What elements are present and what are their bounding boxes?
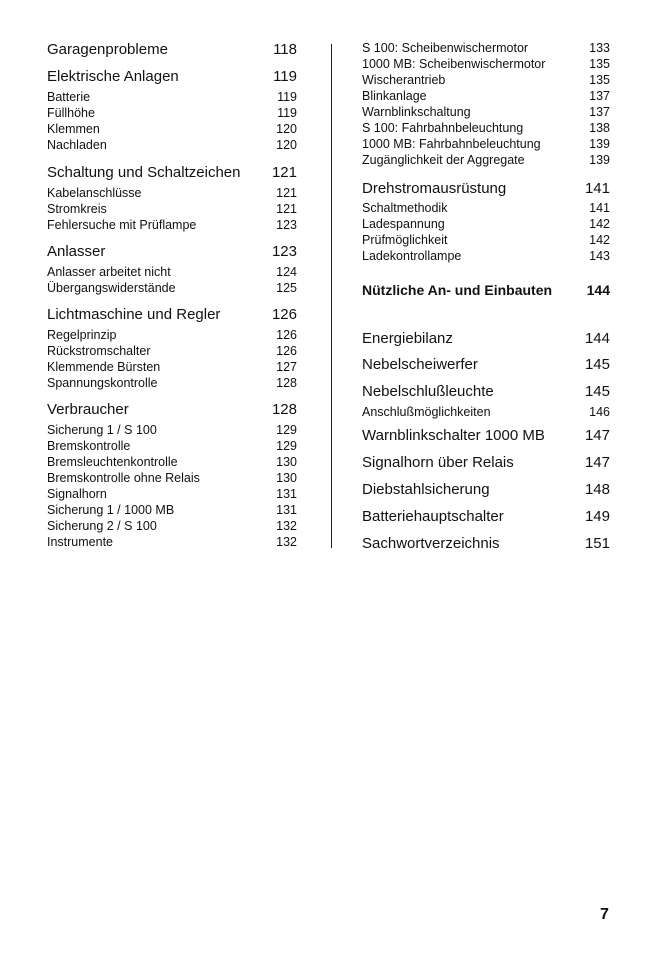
toc-entry-title: Schaltung und Schaltzeichen	[47, 164, 241, 181]
toc-entry-title: Drehstromausrüstung	[362, 180, 507, 197]
toc-entry	[362, 72, 610, 88]
toc-entry-page: 145	[584, 356, 610, 373]
toc-entry-title: Sicherung 2 / S 100	[47, 519, 157, 533]
toc-entry-title: Blinkanlage	[362, 89, 427, 103]
toc-entry-page: 128	[276, 376, 297, 390]
toc-entry	[47, 375, 297, 391]
toc-entry	[362, 152, 610, 168]
toc-entry-title: Elektrische Anlagen	[47, 68, 179, 85]
toc-entry	[47, 343, 297, 359]
toc-entry-title: Füllhöhe	[47, 106, 95, 120]
toc-entry-title: Ladekontrollampe	[362, 249, 462, 263]
toc-entry	[47, 400, 297, 420]
toc-entry	[362, 280, 610, 300]
toc-entry	[47, 201, 297, 217]
toc-entry	[47, 422, 297, 438]
toc-entry-page: 124	[276, 265, 297, 279]
toc-entry-title: 1000 MB: Fahrbahnbeleuchtung	[362, 137, 541, 151]
toc-entry-title: Nachladen	[47, 138, 107, 152]
toc-entry-page: 120	[276, 138, 297, 152]
toc-entry-title: Batterie	[47, 90, 91, 104]
toc-entry	[47, 137, 297, 153]
toc-entry-page: 131	[276, 487, 297, 501]
toc-entry	[47, 242, 297, 262]
toc-entry-page: 119	[277, 106, 297, 120]
toc-entry	[47, 105, 297, 121]
toc-entry	[47, 121, 297, 137]
toc-entry-title: Bremsleuchtenkontrolle	[47, 455, 178, 469]
toc-entry	[47, 327, 297, 343]
toc-entry-page: 133	[589, 41, 610, 55]
toc-entry-title: Nützliche An- und Einbauten	[362, 282, 553, 298]
toc-entry	[362, 404, 610, 420]
column-divider	[331, 44, 332, 548]
toc-entry	[47, 217, 297, 233]
toc-entry-page: 118	[273, 41, 297, 58]
toc-entry	[47, 534, 297, 550]
toc-entry	[47, 502, 297, 518]
toc-entry-title: Übergangswiderstände	[47, 281, 176, 295]
toc-entry	[47, 280, 297, 296]
toc-entry-title: Signalhorn	[47, 487, 107, 501]
toc-entry-title: Anlasser arbeitet nicht	[47, 265, 171, 279]
toc-entry-title: Kabelanschlüsse	[47, 186, 142, 200]
toc-entry-page: 129	[276, 439, 297, 453]
toc-entry-title: Sicherung 1 / S 100	[47, 423, 157, 437]
toc-entry-page: 141	[589, 201, 610, 215]
page-number: 7	[600, 906, 609, 923]
toc-entry	[47, 264, 297, 280]
toc-entry	[362, 534, 610, 554]
toc-entry-page: 132	[276, 535, 297, 549]
toc-entry	[362, 382, 610, 402]
toc-entry-title: Garagenprobleme	[47, 41, 168, 58]
toc-entry-page: 143	[589, 249, 610, 263]
toc-entry	[47, 163, 297, 183]
toc-entry-title: Nebelschlußleuchte	[362, 383, 494, 400]
toc-entry-title: Stromkreis	[47, 202, 107, 216]
toc-entry-title: S 100: Fahrbahnbeleuchtung	[362, 121, 524, 135]
toc-entry-page: 121	[276, 202, 297, 216]
toc-entry-page: 145	[584, 383, 610, 400]
toc-entry	[47, 518, 297, 534]
toc-entry	[362, 507, 610, 527]
toc-entry-page: 144	[584, 330, 610, 347]
toc-entry-title: Sicherung 1 / 1000 MB	[47, 503, 175, 517]
toc-entry-page: 149	[584, 508, 610, 525]
toc-entry-page: 144	[586, 282, 610, 298]
toc-entry-page: 147	[584, 454, 610, 471]
toc-entry	[362, 40, 610, 56]
toc-entry-page: 148	[584, 481, 610, 498]
toc-entry-page: 123	[276, 218, 297, 232]
toc-entry	[362, 120, 610, 136]
toc-entry-title: Lichtmaschine und Regler	[47, 306, 221, 323]
toc-entry	[362, 200, 610, 216]
toc-entry-title: Verbraucher	[47, 401, 129, 418]
toc-entry	[362, 355, 610, 375]
toc-entry-page: 151	[584, 535, 610, 552]
toc-entry-page: 121	[271, 164, 297, 181]
toc-entry	[47, 359, 297, 375]
toc-entry	[47, 40, 297, 60]
toc-entry-page: 142	[589, 217, 610, 231]
toc-entry-page: 141	[584, 180, 610, 197]
toc-entry-title: Warnblinkschaltung	[362, 105, 471, 119]
toc-entry-page: 137	[589, 89, 610, 103]
toc-entry	[362, 179, 610, 199]
toc-entry-page: 142	[589, 233, 610, 247]
toc-entry-page: 146	[589, 405, 610, 419]
toc-entry	[362, 136, 610, 152]
toc-entry	[362, 56, 610, 72]
toc-entry-title: Schaltmethodik	[362, 201, 448, 215]
toc-entry-title: Klemmen	[47, 122, 100, 136]
toc-entry	[47, 470, 297, 486]
toc-entry	[47, 438, 297, 454]
toc-entry-title: Nebelscheiwerfer	[362, 356, 478, 373]
toc-entry-title: Klemmende Bürsten	[47, 360, 161, 374]
toc-entry	[362, 480, 610, 500]
toc-entry	[47, 89, 297, 105]
toc-entry-page: 128	[271, 401, 297, 418]
toc-entry	[362, 329, 610, 349]
toc-entry-title: Diebstahlsicherung	[362, 481, 490, 498]
toc-entry-title: Signalhorn über Relais	[362, 454, 514, 471]
toc-entry-page: 127	[276, 360, 297, 374]
toc-entry	[362, 88, 610, 104]
toc-entry-page: 135	[589, 57, 610, 71]
toc-entry-title: Ladespannung	[362, 217, 445, 231]
toc-entry-page: 139	[589, 153, 610, 167]
toc-entry	[47, 486, 297, 502]
toc-entry-title: Spannungskontrolle	[47, 376, 158, 390]
toc-entry-page: 121	[276, 186, 297, 200]
toc-entry-title: 1000 MB: Scheibenwischermotor	[362, 57, 546, 71]
toc-entry-title: Bremskontrolle ohne Relais	[47, 471, 200, 485]
toc-entry-title: Bremskontrolle	[47, 439, 131, 453]
toc-entry-page: 132	[276, 519, 297, 533]
toc-entry-title: Zugänglichkeit der Aggregate	[362, 153, 525, 167]
toc-entry-page: 130	[276, 471, 297, 485]
toc-entry-page: 120	[276, 122, 297, 136]
toc-entry-page: 119	[273, 68, 297, 85]
toc-entry-page: 130	[276, 455, 297, 469]
toc-entry-page: 139	[589, 137, 610, 151]
toc-entry-title: Prüfmöglichkeit	[362, 233, 448, 247]
toc-entry	[362, 104, 610, 120]
toc-entry-page: 137	[589, 105, 610, 119]
toc-entry	[362, 232, 610, 248]
toc-entry-page: 125	[276, 281, 297, 295]
toc-entry	[362, 426, 610, 446]
toc-entry-title: S 100: Scheibenwischermotor	[362, 41, 529, 55]
toc-entry-title: Fehlersuche mit Prüflampe	[47, 218, 197, 232]
toc-entry-page: 129	[276, 423, 297, 437]
toc-entry-title: Anschlußmöglichkeiten	[362, 405, 491, 419]
toc-entry-title: Regelprinzip	[47, 328, 117, 342]
toc-entry-page: 138	[589, 121, 610, 135]
toc-entry	[362, 453, 610, 473]
toc-entry-page: 126	[276, 328, 297, 342]
toc-entry-page: 119	[277, 90, 297, 104]
toc-entry-title: Anlasser	[47, 243, 106, 260]
toc-entry-title: Instrumente	[47, 535, 114, 549]
toc-entry	[47, 454, 297, 470]
toc-entry-page: 135	[589, 73, 610, 87]
toc-entry-page: 131	[276, 503, 297, 517]
toc-entry-title: Batteriehauptschalter	[362, 508, 504, 525]
toc-entry-page: 126	[271, 306, 297, 323]
toc-entry-title: Wischerantrieb	[362, 73, 446, 87]
toc-entry	[362, 248, 610, 264]
toc-entry	[47, 305, 297, 325]
toc-entry-title: Rückstromschalter	[47, 344, 151, 358]
toc-entry	[47, 185, 297, 201]
toc-entry-title: Energiebilanz	[362, 330, 453, 347]
toc-entry-title: Sachwortverzeichnis	[362, 535, 500, 552]
toc-entry-page: 147	[584, 427, 610, 444]
toc-entry-page: 126	[276, 344, 297, 358]
toc-entry	[362, 216, 610, 232]
toc-entry-page: 123	[271, 243, 297, 260]
toc-entry-title: Warnblinkschalter 1000 MB	[362, 427, 545, 444]
toc-entry	[47, 67, 297, 87]
